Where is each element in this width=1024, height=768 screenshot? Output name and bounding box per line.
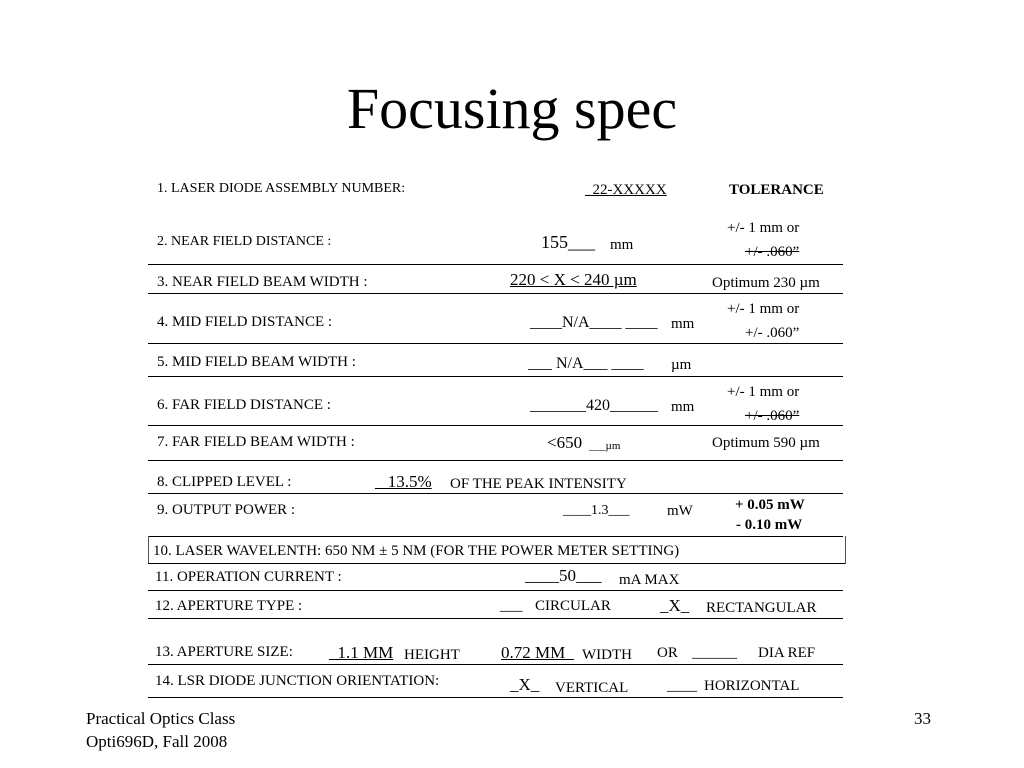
row-9-tolerance-2: - 0.10 mW (736, 517, 803, 533)
row-divider (148, 590, 843, 591)
row-divider (148, 343, 843, 344)
row-divider (148, 376, 843, 377)
row-1-label: 1. LASER DIODE ASSEMBLY NUMBER: (157, 181, 406, 196)
row-6-tolerance-1: +/- 1 mm or (727, 384, 800, 400)
row-divider (148, 425, 843, 426)
row-divider (148, 664, 843, 665)
row-13-or: OR (657, 645, 678, 661)
slide-title: Focusing spec (346, 76, 678, 141)
row-11-label: 11. OPERATION CURRENT : (155, 569, 342, 585)
row-12-label: 12. APERTURE TYPE : (155, 598, 303, 614)
row-2-label: 2. NEAR FIELD DISTANCE : (157, 234, 332, 249)
page-number: 33 (914, 709, 931, 728)
row-7-label: 7. FAR FIELD BEAM WIDTH : (157, 434, 355, 450)
row-12-circular-mark: ___ (500, 598, 523, 614)
row-4-tolerance-2: +/- .060” (745, 325, 800, 341)
row-14-horizontal-mark: ____ (667, 678, 697, 694)
row-divider (148, 493, 843, 494)
row-9-unit: mW (667, 503, 693, 519)
row-11-unit: mA MAX (619, 572, 680, 588)
row-10-box-right (845, 536, 846, 564)
row-11-value: ____50___ (525, 566, 602, 585)
row-7-tolerance: Optimum 590 µm (712, 435, 820, 451)
row-10-label: 10. LASER WAVELENTH: 650 NM ± 5 NM (FOR THE POWER METER SETTING) (153, 543, 680, 559)
row-divider (148, 563, 845, 564)
row-6-value: _______420______ (530, 397, 658, 414)
row-divider (148, 293, 843, 294)
row-6-unit: mm (671, 399, 695, 415)
row-divider (148, 536, 843, 537)
row-13-height-value: _1.1 MM (329, 643, 394, 662)
row-2-tolerance-1: +/- 1 mm or (727, 220, 800, 236)
row-4-tolerance-1: +/- 1 mm or (727, 301, 800, 317)
footer-term: Opti696D, Fall 2008 (86, 732, 228, 751)
row-12-rectangular-label: RECTANGULAR (706, 600, 817, 616)
row-14-vertical-mark: _X_ (510, 675, 540, 694)
row-divider (148, 264, 843, 265)
row-divider (148, 697, 843, 698)
row-5-label: 5. MID FIELD BEAM WIDTH : (157, 354, 356, 370)
row-5-unit: µm (671, 357, 692, 373)
row-6-tolerance-2: +/- .060” (745, 408, 800, 424)
row-8-suffix: OF THE PEAK INTENSITY (450, 476, 627, 492)
row-7-value: <650 (547, 433, 583, 452)
row-1-tolerance-header: TOLERANCE (729, 182, 824, 198)
row-12-circular-label: CIRCULAR (535, 598, 611, 614)
row-2-unit: mm (610, 237, 634, 253)
row-1-value: _22-XXXXX (585, 182, 667, 198)
row-3-tolerance: Optimum 230 µm (712, 275, 820, 291)
row-14-label: 14. LSR DIODE JUNCTION ORIENTATION: (155, 673, 440, 689)
row-14-horizontal-label: HORIZONTAL (704, 678, 800, 694)
row-4-label: 4. MID FIELD DISTANCE : (157, 314, 333, 330)
row-8-label: 8. CLIPPED LEVEL : (157, 474, 292, 490)
row-9-tolerance-1: + 0.05 mW (735, 497, 805, 513)
row-3-label: 3. NEAR FIELD BEAM WIDTH : (157, 274, 368, 290)
row-4-value: ____N/A____ ____ (530, 314, 658, 331)
row-2-tolerance-2: +/- .060” (745, 244, 800, 260)
row-divider (148, 460, 843, 461)
row-13-width-label: WIDTH (582, 647, 632, 663)
row-divider (148, 618, 843, 619)
row-7-value-unit: ___µm (589, 440, 621, 452)
row-10-box-left (148, 536, 149, 564)
row-6-label: 6. FAR FIELD DISTANCE : (157, 397, 331, 413)
row-12-rectangular-mark: _X_ (660, 596, 690, 615)
row-13-label: 13. APERTURE SIZE: (155, 644, 293, 660)
row-2-value: 155___ (541, 232, 595, 252)
row-13-dia-label: DIA REF (758, 645, 816, 661)
row-4-unit: mm (671, 316, 695, 332)
row-13-width-value: 0.72 MM_ (501, 643, 574, 662)
row-13-height-label: HEIGHT (404, 647, 460, 663)
row-9-label: 9. OUTPUT POWER : (157, 502, 296, 518)
row-3-value: 220 < X < 240 µm (510, 270, 637, 289)
row-9-value: ____1.3___ (563, 503, 630, 518)
row-14-vertical-label: VERTICAL (555, 680, 629, 696)
row-13-dia-mark: ______ (692, 645, 737, 661)
footer-course: Practical Optics Class (86, 709, 236, 728)
row-8-value: _ 13.5% (375, 472, 432, 491)
row-5-value: ___ N/A___ ____ (528, 355, 644, 372)
